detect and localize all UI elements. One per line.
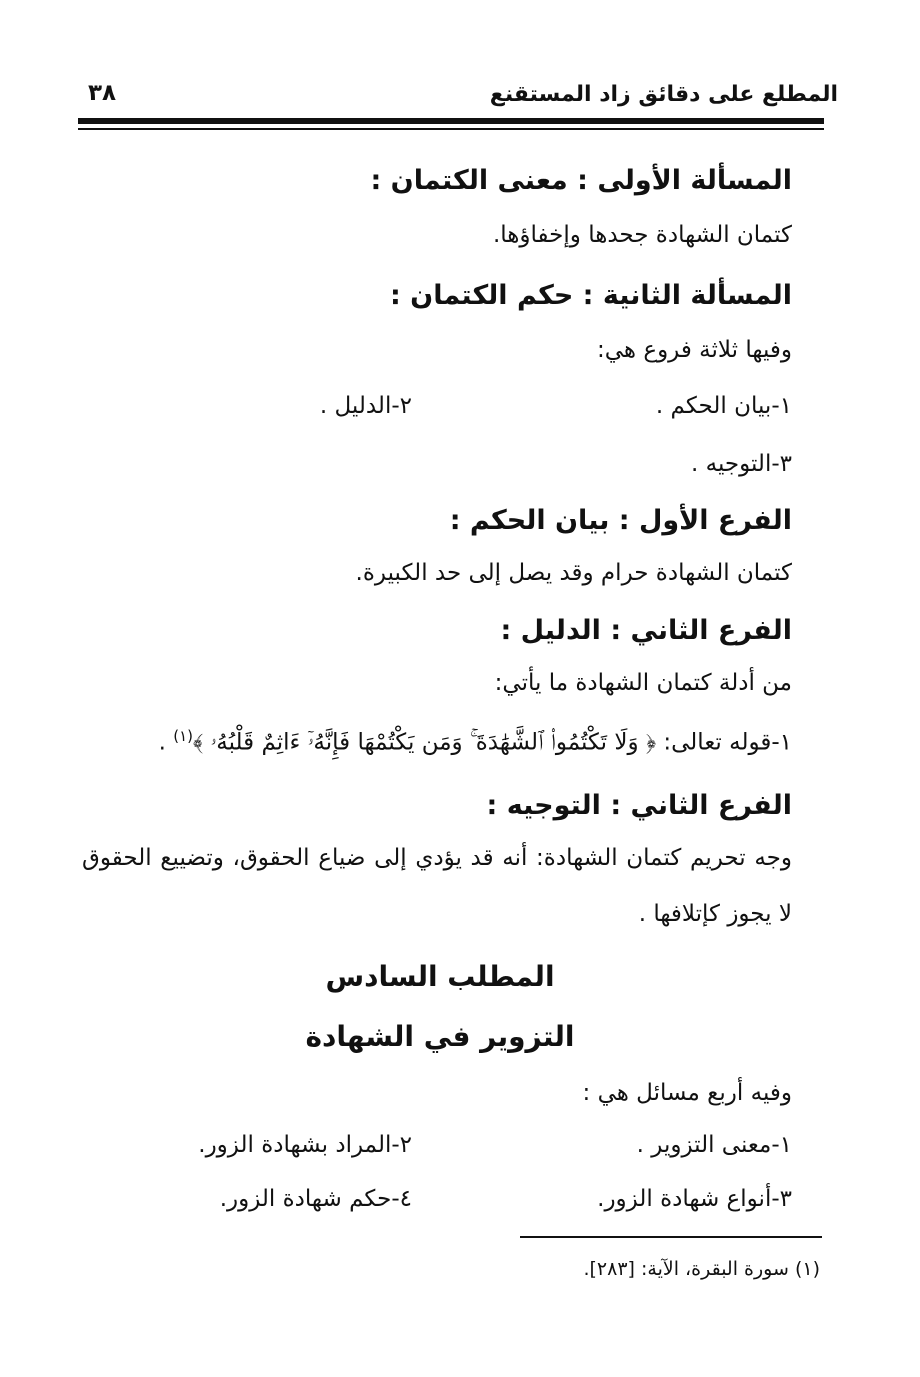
branch-two-heading: الفرع الثاني : الدليل : bbox=[500, 615, 792, 646]
quran-evidence-text: ١-قوله تعالى: ﴿ وَلَا تَكْتُمُوا۟ ٱلشَّهَٰدَةَ ۚ وَمَن يَكْتُمْهَا فَإِنَّهُۥٓ ءَاثِمٌ قَلْبُهُۥ ﴾ bbox=[193, 729, 792, 756]
branch-three-heading: الفرع الثاني : التوجيه : bbox=[486, 790, 792, 821]
branch-item-2: ٢-الدليل . bbox=[319, 393, 412, 419]
issue-two-heading: المسألة الثانية : حكم الكتمان : bbox=[389, 280, 792, 311]
issue-two-intro: وفيها ثلاثة فروع هي: bbox=[596, 337, 792, 363]
chapter-subtitle: التزوير في الشهادة bbox=[305, 1020, 575, 1053]
branch-one-text: كتمان الشهادة حرام وقد يصل إلى حد الكبيرة. bbox=[355, 560, 792, 586]
footnote-ref-1: (١) bbox=[173, 727, 193, 745]
chapter-item-4: ٤-حكم شهادة الزور. bbox=[219, 1186, 412, 1212]
header-rule-thick bbox=[78, 118, 824, 124]
branch-two-intro: من أدلة كتمان الشهادة ما يأتي: bbox=[494, 670, 792, 696]
footnote-separator bbox=[520, 1236, 822, 1238]
branch-three-line-1: وجه تحريم كتمان الشهادة: أنه قد يؤدي إلى ضياع الحقوق، وتضييع الحقوق bbox=[82, 845, 792, 871]
chapter-intro: وفيه أربع مسائل هي : bbox=[582, 1080, 792, 1106]
branch-three-line-2: لا يجوز كإتلافها . bbox=[638, 901, 792, 927]
running-header-title: المطلع على دقائق زاد المستقنع bbox=[489, 82, 838, 107]
branch-one-heading: الفرع الأول : بيان الحكم : bbox=[449, 505, 792, 536]
issue-one-heading: المسألة الأولى : معنى الكتمان : bbox=[370, 165, 792, 196]
page-number: ٣٨ bbox=[88, 80, 117, 106]
branch-item-1: ١-بيان الحكم . bbox=[655, 393, 792, 419]
branch-item-3: ٣-التوجيه . bbox=[691, 451, 792, 477]
chapter-title: المطلب السادس bbox=[325, 960, 555, 993]
quran-evidence-end: . bbox=[158, 729, 166, 756]
chapter-item-1: ١-معنى التزوير . bbox=[636, 1132, 792, 1158]
chapter-item-2: ٢-المراد بشهادة الزور. bbox=[198, 1132, 412, 1158]
footnote-1: (١) سورة البقرة، الآية: [٢٨٣]. bbox=[583, 1258, 820, 1280]
header-rule-thin bbox=[78, 128, 824, 130]
quran-evidence-line bbox=[159, 727, 792, 756]
issue-one-text: كتمان الشهادة جحدها وإخفاؤها. bbox=[492, 222, 792, 248]
chapter-item-3: ٣-أنواع شهادة الزور. bbox=[597, 1186, 792, 1212]
